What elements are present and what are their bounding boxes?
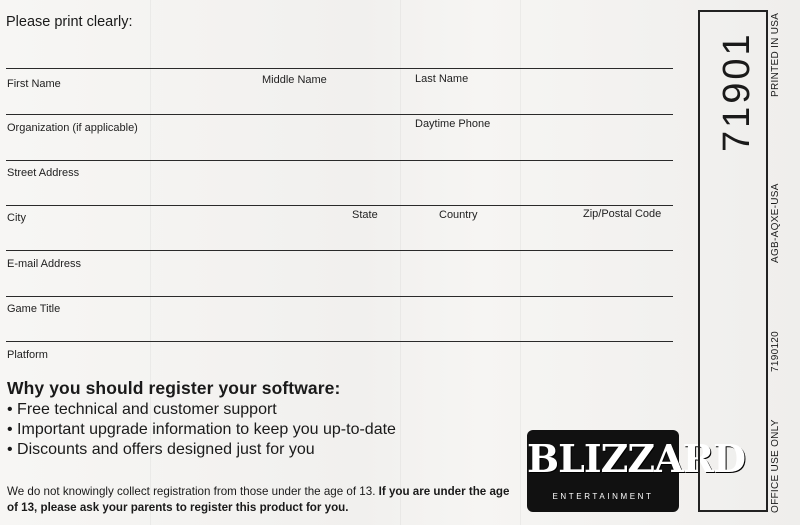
first-name-label: First Name <box>7 78 61 90</box>
age-notice-bold: If you are under the age of 13, please ask your parents to register this product for you. <box>7 485 510 514</box>
platform-label: Platform <box>7 349 48 361</box>
country-label: Country <box>439 209 478 221</box>
fold-line <box>400 0 401 525</box>
product-sku: AGB-AQXE-USA <box>770 183 781 263</box>
game-title-label: Game Title <box>7 303 61 315</box>
middle-name-label: Middle Name <box>262 74 327 86</box>
age-notice <box>7 484 517 516</box>
write-line[interactable] <box>6 160 673 161</box>
blizzard-logo <box>527 430 746 512</box>
zip-label: Zip/Postal Code <box>583 208 662 220</box>
write-line[interactable] <box>6 296 673 297</box>
street-address-label: Street Address <box>7 167 80 179</box>
benefit-item: • Important upgrade information to keep you up-to-date <box>7 421 396 438</box>
write-line[interactable] <box>6 250 673 251</box>
city-label: City <box>7 212 26 224</box>
benefit-item: • Free technical and customer support <box>7 401 277 418</box>
product-number: 7190120 <box>770 330 781 372</box>
age-notice-text: We do not knowingly collect registration from those under the age of 13. <box>7 485 379 498</box>
printed-in-usa: PRINTED IN USA <box>770 12 781 97</box>
fold-line <box>520 0 521 525</box>
form-header: Please print clearly: <box>6 14 133 30</box>
write-line[interactable] <box>6 205 673 206</box>
benefit-item: • Discounts and offers designed just for you <box>7 441 315 458</box>
office-use-only: OFFICE USE ONLY <box>770 419 781 513</box>
email-label: E-mail Address <box>7 258 81 270</box>
logo-subtitle: ENTERTAINMENT <box>552 492 654 501</box>
office-code: 71901 <box>716 31 758 152</box>
write-line[interactable] <box>6 341 673 342</box>
why-register-title: Why you should register your software: <box>7 378 341 398</box>
logo-wordmark: BLIZZARD <box>527 436 746 481</box>
write-line[interactable] <box>6 114 673 115</box>
daytime-phone-label: Daytime Phone <box>415 118 491 130</box>
organization-label: Organization (if applicable) <box>7 122 138 134</box>
last-name-label: Last Name <box>415 73 469 85</box>
write-line[interactable] <box>6 68 673 69</box>
state-label: State <box>352 209 378 221</box>
